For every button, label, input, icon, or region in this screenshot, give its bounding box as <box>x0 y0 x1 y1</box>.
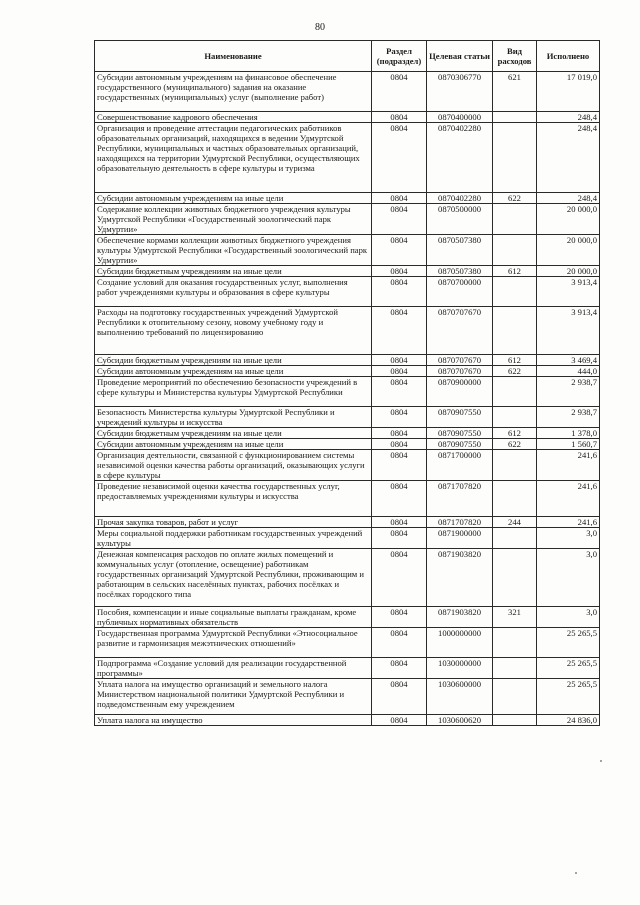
cell-kind <box>493 628 537 658</box>
cell-target: 0870907550 <box>427 407 493 428</box>
expenditure-table <box>94 40 600 726</box>
cell-target: 0870402280 <box>427 123 493 193</box>
cell-section: 0804 <box>372 528 427 549</box>
cell-section: 0804 <box>372 266 427 277</box>
cell-name: Субсидии автономным учреждениям на иные цели <box>95 193 372 204</box>
cell-executed: 248,4 <box>537 112 600 123</box>
cell-target: 0871903820 <box>427 549 493 607</box>
cell-section: 0804 <box>372 517 427 528</box>
cell-target: 0870507380 <box>427 235 493 266</box>
cell-kind <box>493 307 537 355</box>
cell-target: 0870306770 <box>427 72 493 112</box>
cell-executed: 241,6 <box>537 450 600 481</box>
table-row <box>95 715 600 726</box>
cell-target: 1030000000 <box>427 658 493 679</box>
cell-section: 0804 <box>372 628 427 658</box>
table-row <box>95 679 600 715</box>
cell-name: Пособия, компенсации и иные социальные выплаты гражданам, кроме публичных нормативных обязательств <box>95 607 372 628</box>
cell-name: Меры социальной поддержки работникам государственных учреждений культуры <box>95 528 372 549</box>
cell-name: Субсидии автономным учреждениям на финансовое обеспечение государственного (муниципального) задания на оказание государственных (муниципальных) услуг (выполнение работ) <box>95 72 372 112</box>
cell-executed: 2 938,7 <box>537 377 600 407</box>
cell-executed: 241,6 <box>537 517 600 528</box>
cell-kind: 612 <box>493 266 537 277</box>
cell-target: 0871707820 <box>427 517 493 528</box>
table-row <box>95 112 600 123</box>
cell-section: 0804 <box>372 679 427 715</box>
cell-kind <box>493 377 537 407</box>
cell-target: 0870400000 <box>427 112 493 123</box>
table-row <box>95 628 600 658</box>
cell-section: 0804 <box>372 407 427 428</box>
table-row <box>95 439 600 450</box>
cell-executed: 20 000,0 <box>537 235 600 266</box>
cell-name: Государственная программа Удмуртской Республики «Этносоциальное развитие и гармонизация межэтнических отношений» <box>95 628 372 658</box>
cell-target: 0871903820 <box>427 607 493 628</box>
cell-kind <box>493 715 537 726</box>
table-row <box>95 377 600 407</box>
cell-executed: 3,0 <box>537 549 600 607</box>
cell-kind <box>493 528 537 549</box>
cell-kind <box>493 112 537 123</box>
cell-executed: 3,0 <box>537 528 600 549</box>
cell-name: Прочая закупка товаров, работ и услуг <box>95 517 372 528</box>
cell-executed: 1 378,0 <box>537 428 600 439</box>
cell-name: Проведение мероприятий по обеспечению безопасности учреждений в сфере культуры и Министерства культуры Удмуртской Республики <box>95 377 372 407</box>
cell-target: 0870907550 <box>427 439 493 450</box>
cell-kind <box>493 658 537 679</box>
cell-section: 0804 <box>372 123 427 193</box>
cell-name: Обеспечение кормами коллекции животных бюджетного учреждения культуры Удмуртской Республики «Государственный зоологический парк Удмуртии» <box>95 235 372 266</box>
cell-executed: 3 913,4 <box>537 277 600 307</box>
cell-executed: 20 000,0 <box>537 204 600 235</box>
cell-section: 0804 <box>372 450 427 481</box>
table-row <box>95 366 600 377</box>
cell-executed: 248,4 <box>537 123 600 193</box>
cell-kind <box>493 679 537 715</box>
cell-section: 0804 <box>372 715 427 726</box>
cell-kind: 321 <box>493 607 537 628</box>
cell-executed: 2 938,7 <box>537 407 600 428</box>
table-row <box>95 123 600 193</box>
cell-name: Субсидии бюджетным учреждениям на иные цели <box>95 428 372 439</box>
cell-kind <box>493 204 537 235</box>
cell-kind <box>493 235 537 266</box>
cell-target: 0870900000 <box>427 377 493 407</box>
cell-target: 1030600620 <box>427 715 493 726</box>
table-header-row <box>95 41 600 72</box>
cell-executed: 444,0 <box>537 366 600 377</box>
cell-target: 0871700000 <box>427 450 493 481</box>
cell-target: 0870402280 <box>427 193 493 204</box>
table-row <box>95 428 600 439</box>
table-row <box>95 528 600 549</box>
cell-name: Безопасность Министерства культуры Удмуртской Республики и учреждений культуры и искусства <box>95 407 372 428</box>
table-row <box>95 450 600 481</box>
cell-kind <box>493 481 537 517</box>
cell-executed: 241,6 <box>537 481 600 517</box>
table-row <box>95 204 600 235</box>
cell-name: Расходы на подготовку государственных учреждений Удмуртской Республики к отопительному сезону, новому учебному году и выполнению требований по лицензированию <box>95 307 372 355</box>
cell-kind: 612 <box>493 355 537 366</box>
cell-target: 0871900000 <box>427 528 493 549</box>
cell-name: Совершенствование кадрового обеспечения <box>95 112 372 123</box>
table-row <box>95 481 600 517</box>
header-executed: Исполнено <box>537 41 600 72</box>
cell-section: 0804 <box>372 235 427 266</box>
cell-name: Содержание коллекции животных бюджетного учреждения культуры Удмуртской Республики «Государственный зоологический парк Удмуртии» <box>95 204 372 235</box>
cell-section: 0804 <box>372 549 427 607</box>
cell-name: Субсидии автономным учреждениям на иные цели <box>95 366 372 377</box>
cell-section: 0804 <box>372 204 427 235</box>
table-row <box>95 607 600 628</box>
table-row <box>95 355 600 366</box>
header-target: Целевая статьи <box>427 41 493 72</box>
cell-executed: 25 265,5 <box>537 658 600 679</box>
cell-name: Уплата налога на имущество <box>95 715 372 726</box>
cell-executed: 24 836,0 <box>537 715 600 726</box>
cell-kind <box>493 277 537 307</box>
cell-target: 1030600000 <box>427 679 493 715</box>
cell-section: 0804 <box>372 277 427 307</box>
table-row <box>95 517 600 528</box>
cell-kind <box>493 407 537 428</box>
cell-kind <box>493 450 537 481</box>
cell-target: 0870700000 <box>427 277 493 307</box>
cell-name: Организация и проведение аттестации педагогических работников образовательных организаций, находящихся в ведении Удмуртской Республики, муниципальных и частных образовательных организаций, находящихся на территории Удмуртской Республики, осуществляющих образовательную деятельность в сфере культуры и туризма <box>95 123 372 193</box>
table-row <box>95 72 600 112</box>
cell-section: 0804 <box>372 307 427 355</box>
cell-name: Субсидии бюджетным учреждениям на иные цели <box>95 355 372 366</box>
cell-target: 0870707670 <box>427 307 493 355</box>
cell-target: 1000000000 <box>427 628 493 658</box>
cell-executed: 3 469,4 <box>537 355 600 366</box>
table-row <box>95 407 600 428</box>
cell-target: 0870500000 <box>427 204 493 235</box>
cell-name: Уплата налога на имущество организаций и земельного налога Министерством национальной политики Удмуртской Республики и подведомственным ему учреждением <box>95 679 372 715</box>
table-row <box>95 277 600 307</box>
table-row <box>95 266 600 277</box>
cell-executed: 3,0 <box>537 607 600 628</box>
cell-target: 0870707670 <box>427 355 493 366</box>
cell-name: Организация деятельности, связанной с функционированием системы независимой оценки качества работы организаций, оказывающих услуги в сфере культуры <box>95 450 372 481</box>
scan-speck <box>600 760 602 762</box>
cell-section: 0804 <box>372 355 427 366</box>
cell-kind: 622 <box>493 439 537 450</box>
table-row <box>95 307 600 355</box>
cell-section: 0804 <box>372 481 427 517</box>
header-kind: Вид расходов <box>493 41 537 72</box>
cell-section: 0804 <box>372 377 427 407</box>
table-row <box>95 658 600 679</box>
cell-section: 0804 <box>372 72 427 112</box>
cell-section: 0804 <box>372 193 427 204</box>
cell-kind: 621 <box>493 72 537 112</box>
cell-target: 0870707670 <box>427 366 493 377</box>
cell-kind <box>493 549 537 607</box>
cell-section: 0804 <box>372 112 427 123</box>
cell-target: 0870907550 <box>427 428 493 439</box>
cell-executed: 25 265,5 <box>537 628 600 658</box>
table-row <box>95 193 600 204</box>
cell-kind: 612 <box>493 428 537 439</box>
cell-section: 0804 <box>372 607 427 628</box>
cell-kind: 244 <box>493 517 537 528</box>
cell-executed: 25 265,5 <box>537 679 600 715</box>
header-name: Наименование <box>95 41 372 72</box>
cell-kind <box>493 123 537 193</box>
cell-executed: 20 000,0 <box>537 266 600 277</box>
cell-name: Денежная компенсация расходов по оплате жилых помещений и коммунальных услуг (отопление, освещение) работникам государственных организаций Удмуртской Республики, проживающим и работающим в сельских населённых пунктах, рабочих посёлках и посёлках городского типа <box>95 549 372 607</box>
cell-kind: 622 <box>493 193 537 204</box>
cell-section: 0804 <box>372 428 427 439</box>
cell-executed: 3 913,4 <box>537 307 600 355</box>
cell-kind: 622 <box>493 366 537 377</box>
cell-section: 0804 <box>372 439 427 450</box>
cell-section: 0804 <box>372 658 427 679</box>
cell-executed: 17 019,0 <box>537 72 600 112</box>
page-number: 80 <box>315 22 325 33</box>
table-row <box>95 235 600 266</box>
table-row <box>95 549 600 607</box>
cell-executed: 1 560,7 <box>537 439 600 450</box>
cell-target: 0871707820 <box>427 481 493 517</box>
cell-name: Проведение независимой оценки качества государственных услуг, предоставляемых учреждениями культуры и искусства <box>95 481 372 517</box>
cell-target: 0870507380 <box>427 266 493 277</box>
header-section: Раздел (подраздел) <box>372 41 427 72</box>
scan-speck <box>575 872 577 874</box>
cell-section: 0804 <box>372 366 427 377</box>
cell-name: Субсидии бюджетным учреждениям на иные цели <box>95 266 372 277</box>
cell-executed: 248,4 <box>537 193 600 204</box>
cell-name: Субсидии автономным учреждениям на иные цели <box>95 439 372 450</box>
cell-name: Подпрограмма «Создание условий для реализации государственной программы» <box>95 658 372 679</box>
cell-name: Создание условий для оказания государственных услуг, выполнения работ учреждениями культуры и образования в сфере культуры <box>95 277 372 307</box>
